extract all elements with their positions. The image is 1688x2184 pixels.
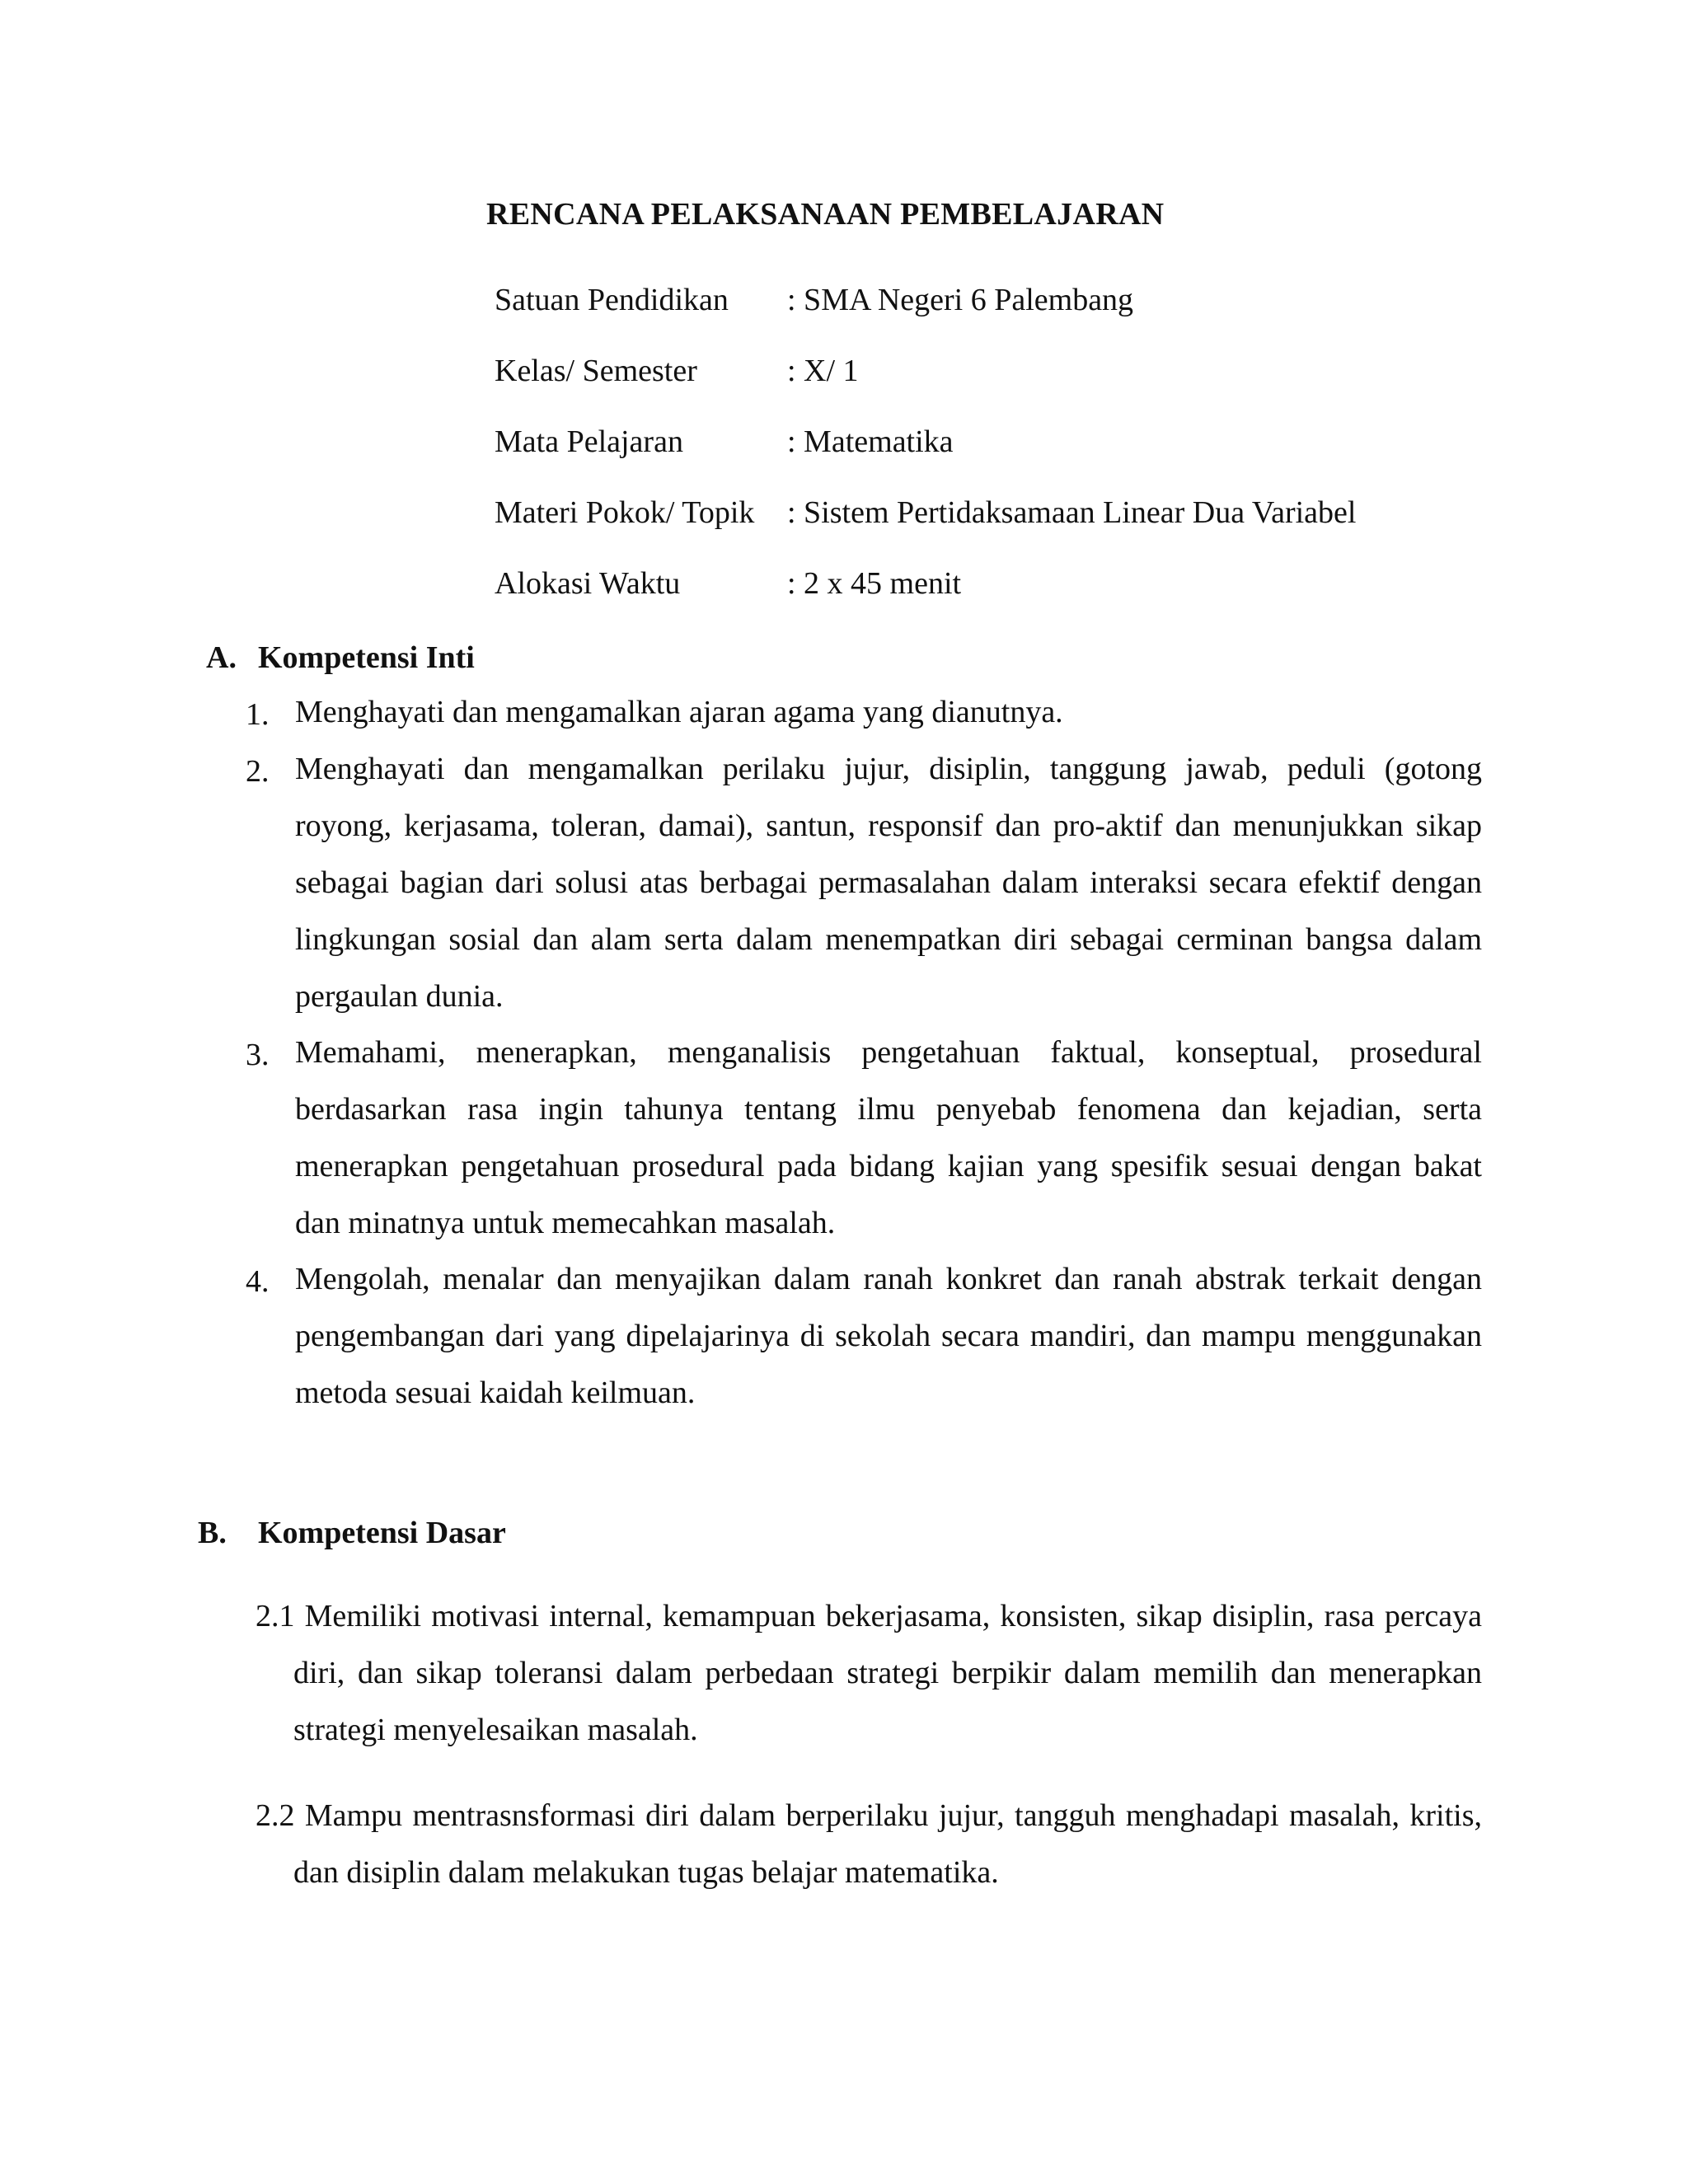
section-marker: A. — [206, 640, 237, 675]
identity-value: : X/ 1 — [787, 354, 859, 388]
identity-label: Materi Pokok/ Topik — [495, 495, 755, 530]
kompetensi-dasar-item: 2.2 Mampu mentrasnsformasi diri dalam berperilaku jujur, tangguh menghadapi masalah, kritis, dan disiplin dalam melakukan tugas belajar matematika. — [256, 1798, 1482, 1890]
identity-value: : Sistem Pertidaksamaan Linear Dua Variabel — [787, 495, 1357, 530]
identity-value: : SMA Negeri 6 Palembang — [787, 283, 1134, 317]
identity-value: : 2 x 45 menit — [787, 566, 962, 601]
identity-label: Alokasi Waktu — [495, 566, 681, 601]
identity-label: Mata Pelajaran — [495, 424, 683, 459]
identity-label: Kelas/ Semester — [495, 354, 697, 388]
list-item-text: Memahami, menerapkan, menganalisis pengetahuan faktual, konseptual, prosedural berdasarkan rasa ingin tahunya tentang ilmu penyebab fenomena dan kejadian, serta menerapkan pengetahuan prosedural pada bidang kajian yang spesifik sesuai dengan bakat dan minatnya untuk memecahkan masalah. — [295, 1035, 1482, 1240]
section-marker: B. — [198, 1516, 227, 1550]
list-item-number: 3. — [246, 1038, 270, 1072]
identity-label: Satuan Pendidikan — [495, 283, 729, 317]
list-item-text: Mengolah, menalar dan menyajikan dalam ranah konkret dan ranah abstrak terkait dengan pengembangan dari yang dipelajarinya di sekolah secara mandiri, dan mampu menggunakan metoda sesuai kaidah keilmuan. — [295, 1262, 1482, 1410]
list-item-number: 4. — [246, 1264, 270, 1299]
list-item-number: 2. — [246, 754, 270, 789]
section-title: Kompetensi Dasar — [258, 1516, 506, 1550]
list-item-number: 1. — [246, 697, 270, 732]
identity-value: : Matematika — [787, 424, 954, 459]
kompetensi-dasar-item: 2.1 Memiliki motivasi internal, kemampuan bekerjasama, konsisten, sikap disiplin, rasa percaya diri, dan sikap toleransi dalam perbedaan strategi berpikir dalam memilih dan menerapkan strategi menyelesaikan masalah. — [256, 1599, 1482, 1747]
document-title: RENCANA PELAKSANAAN PEMBELAJARAN — [486, 197, 1165, 232]
list-item-text: Menghayati dan mengamalkan ajaran agama yang dianutnya. — [295, 695, 1063, 729]
list-item-text: Menghayati dan mengamalkan perilaku jujur, disiplin, tanggung jawab, peduli (gotong royong, kerjasama, toleran, damai), santun, responsif dan pro-aktif dan menunjukkan sikap sebagai bagian dari solusi atas berbagai permasalahan dalam interaksi secara efektif dengan lingkungan sosial dan alam serta dalam menempatkan diri sebagai cerminan bangsa dalam pergaulan dunia. — [295, 752, 1482, 1014]
section-title: Kompetensi Inti — [258, 640, 475, 675]
